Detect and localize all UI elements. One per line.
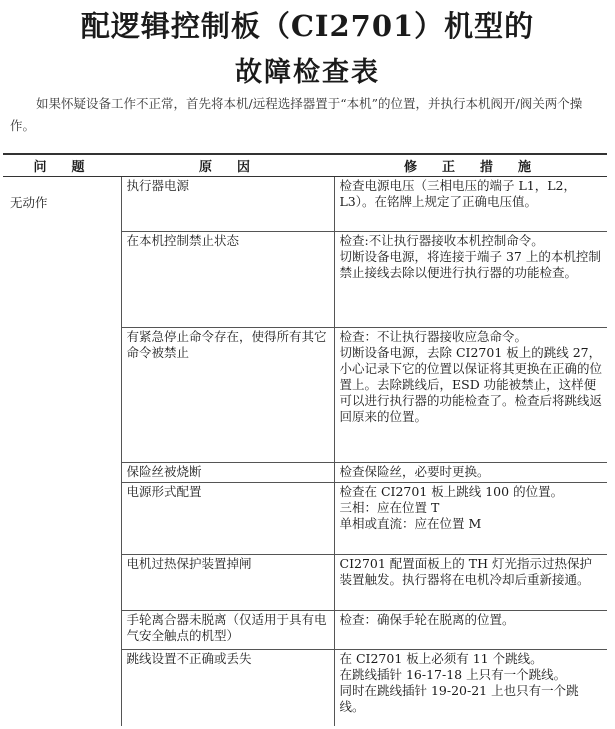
fix-cell [334,650,607,726]
fix-line: 检查:不让执行器接收本机控制命令。 [339,233,544,248]
fix-cell [334,177,607,232]
fix-line: 切断设备电源，去除 CI2701 板上的跳线 27，小心记录下它的位置以保证将其更换在正确的位置上。去除跳线后，ESD 功能被禁止，这样便可以进行执行器的功能检查了。检查后将跳线返回原来的位置。 [339,345,603,424]
fix-cell [334,483,607,555]
fix-cell [334,611,607,650]
cause-cell: 有紧急停止命令存在，使得所有其它命令被禁止 [121,328,334,463]
fix-line: 三相：应在位置 T [339,500,440,515]
fix-line: 检查电源电压（三相电压的端子 L1，L2，L3）。在铭牌上规定了正确电压值。 [339,178,576,209]
cause-cell: 电源形式配置 [121,483,334,555]
fix-cell [334,463,607,483]
fix-cell [334,555,607,611]
problem-label: 无动作 [10,195,48,210]
fix-line: 在跳线插针 16-17-18 上只有一个跳线。 [339,667,567,682]
fix-line: 检查在 CI2701 板上跳线 100 的位置。 [339,484,564,499]
table-row [3,177,607,232]
fix-line: 在 CI2701 板上必须有 11 个跳线。 [339,651,543,666]
header-fix: 修 正 措 施 [334,154,607,177]
fix-line: 同时在跳线插针 19-20-21 上也只有一个跳线。 [339,683,579,714]
cause-cell: 手轮离合器未脱离（仅适用于具有电气安全触点的机型） [121,611,334,650]
table-header-row [3,154,607,177]
header-problem: 问 题 [3,154,121,177]
fix-cell [334,232,607,328]
troubleshooting-table [3,153,607,726]
fix-line: 切断设备电源，将连接于端子 37 上的本机控制禁止接线去除以便进行执行器的功能检查。 [339,249,601,280]
cause-cell: 在本机控制禁止状态 [121,232,334,328]
fix-line: 检查保险丝，必要时更换。 [339,464,490,479]
fix-cell [334,328,607,463]
problem-cell [3,177,121,726]
cause-cell: 跳线设置不正确或丢失 [121,650,334,726]
document-subtitle: 故障检查表 [235,57,380,88]
fix-line: 单相或直流：应在位置 M [339,516,482,531]
header-cause: 原 因 [121,154,334,177]
cause-cell: 保险丝被烧断 [121,463,334,483]
fix-line: 检查：确保手轮在脱离的位置。 [339,612,515,627]
fix-line: 检查：不让执行器接收应急命令。 [339,329,528,344]
cause-cell: 执行器电源 [121,177,334,232]
document-title: 配逻辑控制板（CI2701）机型的 [80,9,535,43]
fix-line: CI2701 配置面板上的 TH 灯光指示过热保护装置触发。执行器将在电机冷却后重新接通。 [339,556,592,587]
cause-cell: 电机过热保护装置掉闸 [121,555,334,611]
intro-paragraph: 如果怀疑设备工作不正常，首先将本机/远程选择器置于“本机”的位置，并执行本机阀开/阀关两个操作。 [10,96,583,133]
